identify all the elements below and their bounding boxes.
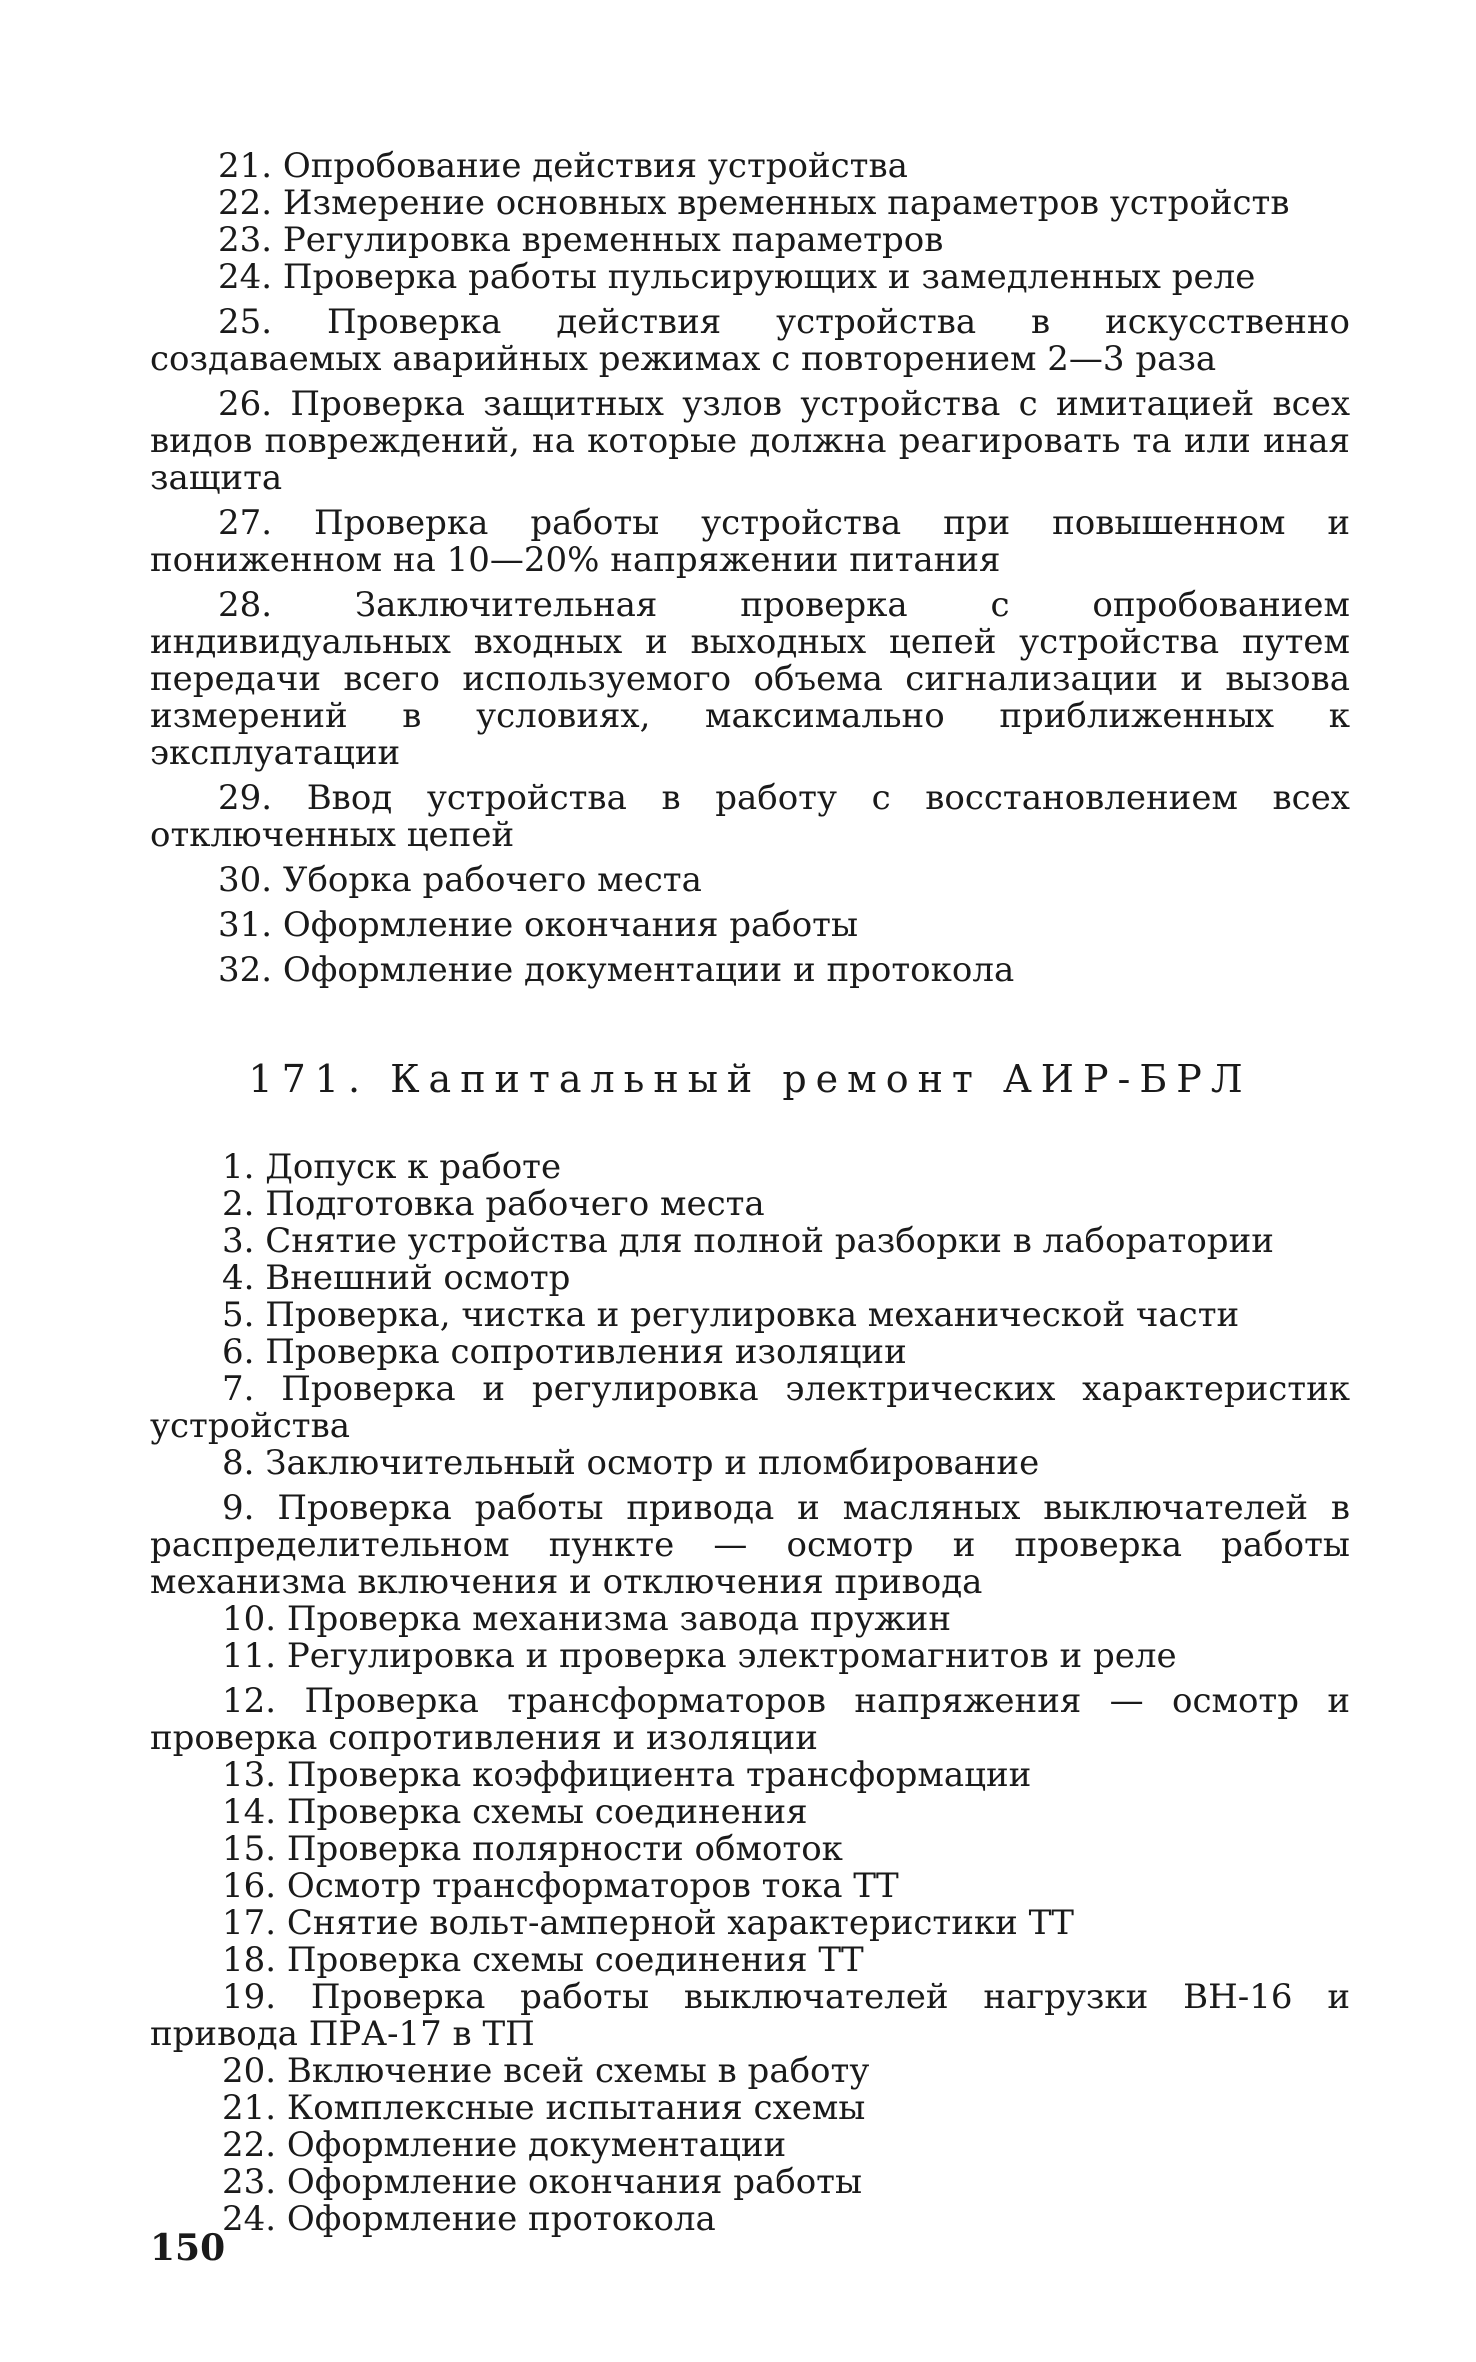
list-item: 22. Измерение основных временных параметров устройств <box>218 183 1290 223</box>
list-item: 9. Проверка работы привода и масляных выключателей в распределительном пункте — осмотр и проверка работы механизма включения и отключения привода <box>150 1488 1351 1602</box>
list-item: 1. Допуск к работе <box>222 1147 562 1187</box>
list-item: 17. Снятие вольт-амперной характеристики ТТ <box>222 1903 1074 1943</box>
list-item: 10. Проверка механизма завода пружин <box>222 1599 952 1639</box>
list-item: 19. Проверка работы выключателей нагрузки ВН-16 и привода ПРА-17 в ТП <box>150 1977 1351 2054</box>
list-item: 15. Проверка полярности обмоток <box>222 1829 843 1869</box>
list-item: 23. Регулировка временных параметров <box>218 220 944 260</box>
list-item: 8. Заключительный осмотр и пломбирование <box>222 1443 1040 1483</box>
list-item: 7. Проверка и регулировка электрических характеристик устройства <box>150 1369 1351 1446</box>
list-item: 24. Оформление протокола <box>222 2199 716 2239</box>
continued-list <box>150 148 1350 989</box>
section-number: 171. <box>248 1057 370 1101</box>
list-item: 30. Уборка рабочего места <box>218 860 702 900</box>
list-item: 4. Внешний осмотр <box>222 1258 571 1298</box>
list-item: 22. Оформление документации <box>222 2125 787 2165</box>
list-item: 32. Оформление документации и протокола <box>218 950 1015 990</box>
list-item: 29. Ввод устройства в работу с восстановлением всех отключенных цепей <box>150 778 1350 855</box>
list-item: 14. Проверка схемы соединения <box>222 1792 808 1832</box>
list-item: 12. Проверка трансформаторов напряжения — осмотр и проверка сопротивления и изоляции <box>150 1681 1350 1758</box>
list-item: 31. Оформление окончания работы <box>218 905 859 945</box>
list-item: 23. Оформление окончания работы <box>222 2162 863 2202</box>
list-item: 3. Снятие устройства для полной разборки в лаборатории <box>222 1221 1274 1261</box>
page-number: 150 <box>150 2227 226 2269</box>
list-item: 26. Проверка защитных узлов устройства с имитацией всех видов повреждений, на которые должна реагировать та или иная защита <box>150 384 1350 498</box>
list-item: 18. Проверка схемы соединения ТТ <box>222 1940 864 1980</box>
list-item: 16. Осмотр трансформаторов тока ТТ <box>222 1866 899 1906</box>
section-title: Капитальный ремонт АИР-БРЛ <box>390 1057 1252 1101</box>
list-item: 21. Комплексные испытания схемы <box>222 2088 866 2128</box>
section-list <box>150 1149 1350 2238</box>
document-page <box>150 148 1350 2238</box>
list-item: 2. Подготовка рабочего места <box>222 1184 765 1224</box>
list-item: 28. Заключительная проверка с опробованием индивидуальных входных и выходных цепей устройства путем передачи всего используемого объема сигнализации и вызова измерений в условиях, максимально приближенных к эксплуатации <box>150 585 1350 773</box>
list-item: 24. Проверка работы пульсирующих и замедленных реле <box>218 257 1256 297</box>
list-item: 13. Проверка коэффициента трансформации <box>222 1755 1032 1795</box>
list-item: 11. Регулировка и проверка электромагнитов и реле <box>222 1636 1177 1676</box>
list-item: 5. Проверка, чистка и регулировка механической части <box>222 1295 1240 1335</box>
list-item: 21. Опробование действия устройства <box>218 146 908 186</box>
list-item: 27. Проверка работы устройства при повышенном и пониженном на 10—20% напряжении питания <box>150 503 1350 580</box>
list-item: 6. Проверка сопротивления изоляции <box>222 1332 907 1372</box>
list-item: 20. Включение всей схемы в работу <box>222 2051 870 2091</box>
list-item: 25. Проверка действия устройства в искусственно создаваемых аварийных режимах с повторением 2—3 раза <box>150 302 1350 379</box>
section-heading <box>150 1057 1350 1101</box>
